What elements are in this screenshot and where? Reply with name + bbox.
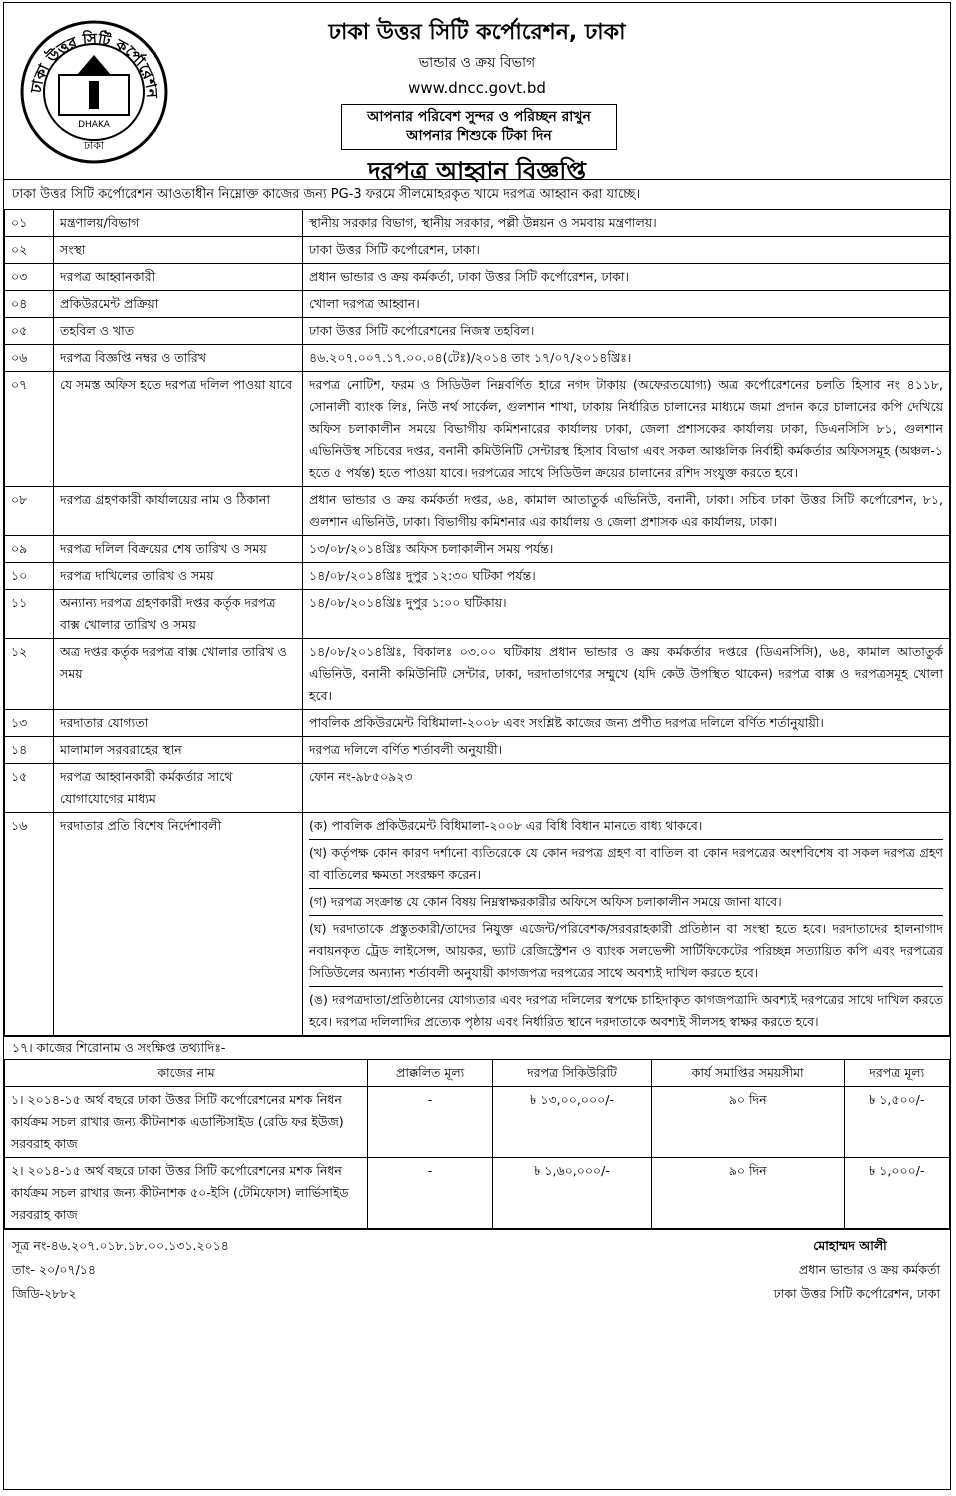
row-label: যে সমস্ত অফিস হতে দরপত্র দলিল পাওয়া যাবে bbox=[54, 372, 303, 487]
slogan-box bbox=[341, 104, 617, 150]
completion-time: ৯০ দিন bbox=[651, 1087, 844, 1158]
signer-title: প্রধান ভান্ডার ও ক্রয় কর্মকর্তা bbox=[798, 1262, 940, 1277]
table-row bbox=[5, 345, 950, 372]
header bbox=[4, 3, 950, 185]
row-label: মালামাল সরবরাহের স্থান bbox=[54, 737, 303, 764]
instruction-item: (খ) কর্তৃপক্ষ কোন কারণ দর্শানো ব্যতিরেকে যে কোন দরপত্র গ্রহণ বা বাতিল বা কোন দরপত্রের অংশবিশেষ বা সকল দরপত্র গ্রহণ বা বাতিলের ক্ষমতা সংরক্ষণ করেন। bbox=[309, 840, 943, 889]
row-label: অত্র দপ্তর কর্তৃক দরপত্র বাক্স খোলার তারিখ ও সময় bbox=[54, 639, 303, 710]
dfp-number: জিডি-২৮৮২ bbox=[12, 1286, 77, 1301]
work-row bbox=[5, 1158, 950, 1229]
works-table bbox=[4, 1059, 950, 1229]
row-number: ১৩ bbox=[5, 710, 54, 737]
table-row bbox=[5, 487, 950, 536]
table-row bbox=[5, 536, 950, 563]
signature-block bbox=[760, 1234, 940, 1306]
svg-text:ঢাকা উত্তর সিটি কর্পোরেশন: ঢাকা উত্তর সিটি কর্পোরেশন bbox=[26, 29, 162, 99]
row-number: ০৯ bbox=[5, 536, 54, 563]
row-number: ০৮ bbox=[5, 487, 54, 536]
estimated-cost: - bbox=[368, 1158, 493, 1229]
memo-number: সূত্র নং-৪৬.২০৭.০১৮.১৮.০০.১৩১.২০১৪ bbox=[12, 1238, 229, 1253]
row-value: প্রধান ভান্ডার ও ক্রয় কর্মকর্তা, ঢাকা উত্তর সিটি কর্পোরেশন, ঢাকা। bbox=[303, 264, 950, 291]
table-row bbox=[5, 237, 950, 264]
table-row bbox=[5, 764, 950, 813]
table-row bbox=[5, 710, 950, 737]
column-header: দরপত্র সিকিউরিটি bbox=[493, 1060, 652, 1087]
row-label: প্রকিউরমেন্ট প্রক্রিয়া bbox=[54, 291, 303, 318]
column-header: প্রাক্কলিত মূল্য bbox=[368, 1060, 493, 1087]
row-number: ১১ bbox=[5, 590, 54, 639]
row-label: মন্ত্রণালয়/বিভাগ bbox=[54, 210, 303, 237]
column-header: কার্য সমাপ্তির সময়সীমা bbox=[651, 1060, 844, 1087]
notice-title: দরপত্র আহ্বান বিজ্ঞপ্তি bbox=[368, 157, 586, 185]
work-name: ১। ২০১৪-১৫ অর্থ বছরে ঢাকা উত্তর সিটি কর্পোরেশনের মশক নিধন কার্যক্রম সচল রাখার জন্য কীটনাশক এডাল্টিসাইড (রেডি ফর ইউজ) সরবরাহ কাজ bbox=[5, 1087, 368, 1158]
row-label: দরদাতার যোগ্যতা bbox=[54, 710, 303, 737]
memo-block bbox=[12, 1234, 229, 1306]
row-number: ১২ bbox=[5, 639, 54, 710]
row-number: ১০ bbox=[5, 563, 54, 590]
svg-text:ঢাকা: ঢাকা bbox=[83, 139, 105, 152]
row-number: ০৬ bbox=[5, 345, 54, 372]
row-value: খোলা দরপত্র আহ্বান। bbox=[303, 291, 950, 318]
column-header: কাজের নাম bbox=[5, 1060, 368, 1087]
column-header: দরপত্র মূল্য bbox=[844, 1060, 949, 1087]
department-name: ভান্ডার ও ক্রয় বিভাগ bbox=[418, 55, 536, 71]
instructions-list bbox=[303, 813, 950, 1036]
table-row bbox=[5, 563, 950, 590]
row-value: ঢাকা উত্তর সিটি কর্পোরেশনের নিজস্ব তহবিল। bbox=[303, 318, 950, 345]
table-row bbox=[5, 639, 950, 710]
table-row bbox=[5, 264, 950, 291]
table-row bbox=[5, 318, 950, 345]
table-row bbox=[5, 291, 950, 318]
website-link[interactable]: www.dncc.govt.bd bbox=[408, 79, 546, 97]
row-value: ১৪/০৮/২০১৪খ্রিঃ দুপুর ১২:৩০ ঘটিকা পর্যন্ত। bbox=[303, 563, 950, 590]
work-name: ২। ২০১৪-১৫ অর্থ বছরে ঢাকা উত্তর সিটি কর্পোরেশনের মশক নিধন কার্যক্রম সচল রাখার জন্য কীটনাশক ৫০-ইসি (টেমিফোস) লার্ভিসাইড সরবরাহ কাজ bbox=[5, 1158, 368, 1229]
row-number: ০৩ bbox=[5, 264, 54, 291]
row-value: ৪৬.২০৭.০০৭.১৭.০০.০৪(টেঃ)/২০১৪ তাং ১৭/০৭/২০১৪খ্রিঃ। bbox=[303, 345, 950, 372]
row-number: ১৬ bbox=[5, 813, 54, 1036]
row-number: ১৫ bbox=[5, 764, 54, 813]
tender-security: ৳ ১৩,০০,০০০/- bbox=[493, 1087, 652, 1158]
row-label: দরপত্র গ্রহণকারী কার্যালয়ের নাম ও ঠিকানা bbox=[54, 487, 303, 536]
slogan-line-2: আপনার শিশুকে টিকা দিন bbox=[406, 128, 552, 144]
row-value: ১৪/০৮/২০১৪খ্রিঃ, বিকালঃ ০৩.০০ ঘটিকায় প্রধান ভান্ডার ও ক্রয় কর্মকর্তার দপ্তরে (ডিএনসিসি), ৬৪, কামাল আতাতুর্ক এভিনিউ, বনানী কমিউনিটি সেন্টার, ঢাকা, দরদাতাগণের সম্মুখে (যদি কেউ উপস্থিত থাকেন) দরপত্র বাক্স ও দরপত্রসমূহ খোলা হবে। bbox=[303, 639, 950, 710]
row-label: সংস্থা bbox=[54, 237, 303, 264]
row-value: ঢাকা উত্তর সিটি কর্পোরেশন, ঢাকা। bbox=[303, 237, 950, 264]
tender-notice-page bbox=[3, 2, 951, 1490]
completion-time: ৯০ দিন bbox=[651, 1158, 844, 1229]
table-row-16 bbox=[5, 813, 950, 1036]
row-value: প্রধান ভান্ডার ও ক্রয় কর্মকর্তা দপ্তর, ৬৪, কামাল আতাতুর্ক এভিনিউ, বনানী, ঢাকা। সচিব ঢাকা উত্তর সিটি কর্পোরেশন, ৮১, গুলশান এভিনিউ, ঢাকা। বিভাগীয় কমিশনার এর কার্যালয় ও জেলা প্রশাসক এর কার্যালয়, ঢাকা। bbox=[303, 487, 950, 536]
row-number: ০১ bbox=[5, 210, 54, 237]
row-label: দরপত্র দাখিলের তারিখ ও সময় bbox=[54, 563, 303, 590]
row-value: ১৪/০৮/২০১৪খ্রিঃ দুপুর ১:০০ ঘটিকায়। bbox=[303, 590, 950, 639]
svg-text:DHAKA: DHAKA bbox=[78, 120, 110, 130]
instruction-item: (ক) পাবলিক প্রকিউরমেন্ট বিধিমালা-২০০৮ এর বিধি বিধান মানতে বাধ্য থাকবে। bbox=[309, 813, 943, 840]
tender-security: ৳ ১,৬০,০০০/- bbox=[493, 1158, 652, 1229]
work-row bbox=[5, 1087, 950, 1158]
row-label: অন্যান্য দরপত্র গ্রহণকারী দপ্তর কর্তৃক দরপত্র বাক্স খোলার তারিখ ও সময় bbox=[54, 590, 303, 639]
table-row bbox=[5, 737, 950, 764]
row-value: ১৩/০৮/২০১৪খ্রিঃ অফিস চলাকালীন সময় পর্যন্ত। bbox=[303, 536, 950, 563]
row-value: দরপত্র দলিলে বর্ণিত শর্তাবলী অনুযায়ী। bbox=[303, 737, 950, 764]
tender-price: ৳ ১,৫০০/- bbox=[844, 1087, 949, 1158]
tender-price: ৳ ১,০০০/- bbox=[844, 1158, 949, 1229]
row-value: স্থানীয় সরকার বিভাগ, স্থানীয় সরকার, পল্লী উন্নয়ন ও সমবায় মন্ত্রণালয়। bbox=[303, 210, 950, 237]
row-number: ১৪ bbox=[5, 737, 54, 764]
org-name: ঢাকা উত্তর সিটি কর্পোরেশন, ঢাকা bbox=[328, 20, 626, 45]
row-label: দরপত্র দলিল বিক্রয়ের শেষ তারিখ ও সময় bbox=[54, 536, 303, 563]
table-row bbox=[5, 590, 950, 639]
footer bbox=[4, 1229, 950, 1320]
table-row bbox=[5, 210, 950, 237]
row-label: তহবিল ও খাত bbox=[54, 318, 303, 345]
section-17-heading: ১৭। কাজের শিরোনাম ও সংক্ষিপ্ত তথ্যাদিঃ- bbox=[4, 1036, 950, 1059]
signer-org: ঢাকা উত্তর সিটি কর্পোরেশন, ঢাকা bbox=[773, 1286, 940, 1301]
table-row bbox=[5, 372, 950, 487]
instruction-item: (গ) দরপত্র সংক্রান্ত যে কোন বিষয় নিম্নস্বাক্ষরকারীর অফিসে অফিস চলাকালীন সময়ে জানা যাবে। bbox=[309, 889, 943, 916]
instruction-item: (ঘ) দরদাতাকে প্রস্তুতকারী/তাদের নিযুক্ত এজেন্ট/পরিবেশক/সরবরাহকারী প্রতিষ্ঠান বা সংস্থা হতে হবে। দরদাতাদের হালনাগাদ নবায়নকৃত ট্রেড লাইসেন্স, আয়কর, ভ্যাট রেজিস্ট্রেশন ও ব্যাংক সলভেন্সী সার্টিফিকেটের পরিচ্ছন্ন সত্যায়িত কপি এবং দরপত্রের সিডিউলের অন্যান্য শর্তাবলী অনুযায়ী কাগজপত্র দরপত্রের সাথে অবশ্যই দাখিল করতে হবে। bbox=[309, 916, 943, 987]
slogan-line-1: আপনার পরিবেশ সুন্দর ও পরিচ্ছন রাখুন bbox=[367, 109, 591, 125]
row-value: ফোন নং-৯৮৫০৯২৩ bbox=[303, 764, 950, 813]
row-number: ০৭ bbox=[5, 372, 54, 487]
row-number: ০২ bbox=[5, 237, 54, 264]
signer-name: মোহাম্মদ আলী bbox=[813, 1238, 887, 1253]
row-value: দরপত্র নোটিশ, ফরম ও সিডিউল নিম্নবর্ণিত হারে নগদ টাকায় (অফেরতযোগ্য) অত্র কর্পোরেশনের চলতি হিসাব নং ৪১১৮, সোনালী ব্যাংক লিঃ, নিউ নর্থ সার্কেল, গুলশান শাখা, ঢাকায় নির্ধারিত চালানের মাধ্যমে জমা প্রদান করে চালানের কপি দেখিয়ে অফিস চলাকালীন সময়ে বিভাগীয় কমিশনারের কার্যালয় ঢাকা, জেলা প্রশাসকের কার্যালয় ঢাকা, ডিএনসিসি ৮১, গুলশান এভিনিউস্থ সচিবের দপ্তর, বনানী কমিউনিটি সেন্টারস্থ হিসাব বিভাগ এবং সকল আঞ্চলিক নির্বাহী কর্মকর্তার অফিসসমূহ (অঞ্চল-১ হতে ৫ পর্যন্ত) হতে পাওয়া যাবে। দরপত্রের সাথে সিডিউল ক্রয়ের চালানের রশিদ সংযুক্ত করতে হবে। bbox=[303, 372, 950, 487]
row-number: ০৪ bbox=[5, 291, 54, 318]
intro-text: ঢাকা উত্তর সিটি কর্পোরেশন আওতাধীন নিম্নোক্ত কাজের জন্য PG-3 ফরমে সীলমোহরকৃত খামে দরপত্র আহ্বান করা যাচ্ছে। bbox=[4, 179, 950, 209]
row-label: দরদাতার প্রতি বিশেষ নির্দেশাবলী bbox=[54, 813, 303, 1036]
row-number: ০৫ bbox=[5, 318, 54, 345]
row-label: দরপত্র আহ্বানকারী bbox=[54, 264, 303, 291]
estimated-cost: - bbox=[368, 1087, 493, 1158]
tender-details-table bbox=[4, 209, 950, 1036]
memo-date: তাং- ২০/০৭/১৪ bbox=[12, 1262, 97, 1277]
row-value: পাবলিক প্রকিউরমেন্ট বিধিমালা-২০০৮ এবং সংশ্লিষ্ট কাজের জন্য প্রণীত দরপত্র দলিলে বর্ণিত শর্তানুযায়ী। bbox=[303, 710, 950, 737]
row-label: দরপত্র আহ্বানকারী কর্মকর্তার সাথে যোগাযোগের মাধ্যম bbox=[54, 764, 303, 813]
row-label: দরপত্র বিজ্ঞপ্তি নম্বর ও তারিখ bbox=[54, 345, 303, 372]
instruction-item: (ঙ) দরপত্রদাতা/প্রতিষ্ঠানের যোগ্যতার এবং দরপত্র দলিলের স্বপক্ষে চাহিদাকৃত কাগজপত্রাদি অবশ্যই দরপত্রের সাথে দাখিল করতে হবে। দরপত্র দলিলাদির প্রত্যেক পৃষ্ঠায় এবং নির্ধারিত স্থানে দরদাতাকে অবশ্যই সীলসহ স্বাক্ষর করতে হবে। bbox=[309, 992, 943, 1029]
